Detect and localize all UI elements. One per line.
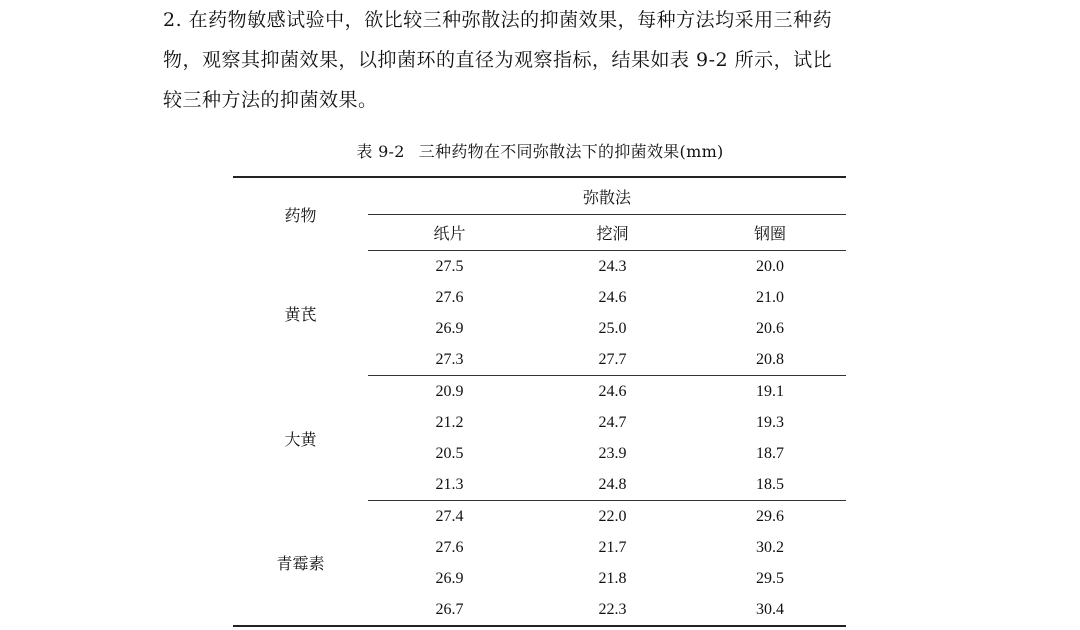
method-header-paper: 纸片 [368,215,531,251]
problem-line-1: 2. 在药物敏感试验中，欲比较三种弥散法的抑菌效果，每种方法均采用三种药 [163,9,833,31]
value-cell: 19.1 [694,376,846,408]
table-title: 三种药物在不同弥散法下的抑菌效果(mm) [418,142,724,161]
value-cell: 22.3 [531,594,694,626]
value-cell: 18.7 [756,444,784,462]
drug-name: 大黄 [284,429,317,449]
table-row [233,501,846,533]
header-row-1 [233,177,846,215]
value-cell: 24.8 [598,475,627,493]
problem-line-3: 较三种方法的抑菌效果。 [163,89,378,111]
value-cell: 27.3 [435,350,464,368]
value-cell: 24.3 [531,251,694,283]
value-cell: 21.8 [598,569,627,587]
value-cell: 26.9 [435,569,464,587]
drug-header: 药物 [233,177,368,251]
value-cell: 18.5 [756,475,784,493]
value-cell: 27.6 [435,538,464,556]
value-cell: 26.9 [435,319,464,337]
value-cell: 20.9 [368,376,531,408]
results-table [233,176,846,627]
value-cell: 20.8 [756,350,784,368]
value-cell: 30.4 [694,594,846,626]
problem-line-2: 物，观察其抑菌效果，以抑菌环的直径为观察指标，结果如表 9-2 所示，试比 [163,49,833,71]
method-header-ring: 钢圈 [694,215,846,251]
value-cell: 20.0 [694,251,846,283]
value-cell: 21.2 [435,413,464,431]
method-group-header: 弥散法 [368,177,846,215]
table-caption [0,137,1080,167]
value-cell: 24.6 [598,288,627,306]
value-cell: 21.0 [756,288,784,306]
value-cell: 29.5 [756,569,784,587]
drug-name: 青霉素 [233,501,368,627]
problem-text [163,0,943,120]
value-cell: 24.7 [598,413,627,431]
value-cell: 20.5 [435,444,464,462]
value-cell: 24.6 [531,376,694,408]
value-cell: 27.7 [598,350,627,368]
value-cell: 21.7 [598,538,627,556]
value-cell: 25.0 [598,319,627,337]
value-cell: 21.3 [435,475,464,493]
value-cell: 29.6 [694,501,846,533]
table-number: 表 9-2 [356,142,405,161]
table-row [233,376,846,408]
table-row [233,251,846,283]
value-cell: 20.6 [756,319,784,337]
value-cell: 23.9 [598,444,627,462]
drug-name: 黄芪 [284,304,317,324]
method-header-hole: 挖洞 [531,215,694,251]
value-cell: 27.4 [368,501,531,533]
value-cell: 19.3 [756,413,784,431]
value-cell: 30.2 [756,538,784,556]
value-cell: 27.5 [368,251,531,283]
value-cell: 26.7 [368,594,531,626]
value-cell: 22.0 [531,501,694,533]
value-cell: 27.6 [435,288,464,306]
